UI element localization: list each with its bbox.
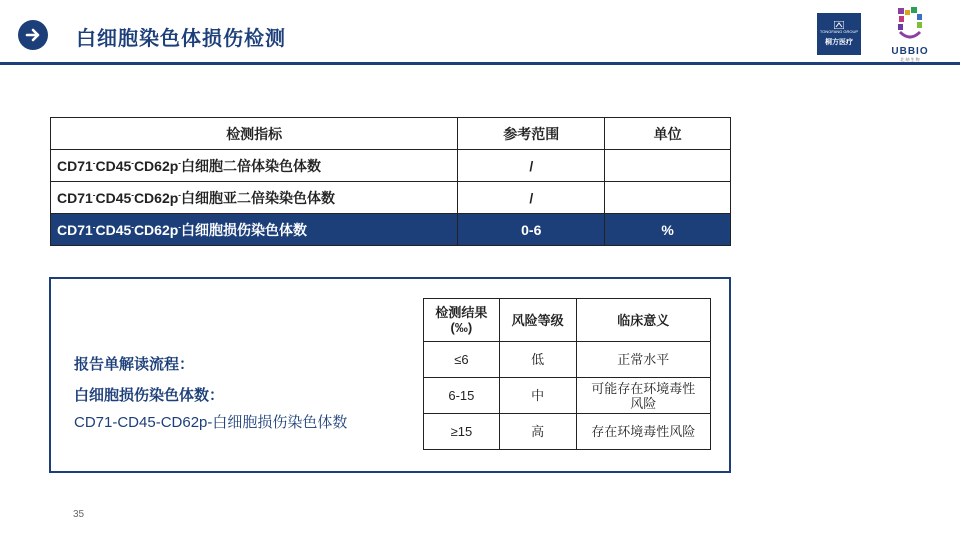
- ubbio-subtext: 北 纳 生 物: [900, 57, 920, 62]
- table-header-row: [51, 118, 731, 150]
- logo-small-text: TONGFANG GROUP: [819, 29, 859, 34]
- page-title: 白细胞染色体损伤检测: [76, 28, 286, 50]
- flow-item: CD71-CD45-CD62p-白细胞损伤染色体数: [74, 414, 348, 431]
- column-header: 单位: [605, 118, 731, 150]
- ubbio-logo: [880, 6, 940, 61]
- indicator-cell: CD71-CD45-CD62p-白细胞二倍体染色体数: [51, 150, 458, 182]
- header-divider: [0, 62, 960, 65]
- table-row: [51, 182, 731, 214]
- indicator-cell: CD71-CD45-CD62p-白细胞亚二倍染染色体数: [51, 182, 458, 214]
- indicator-cell: CD71-CD45-CD62p-白细胞损伤染色体数: [51, 214, 458, 246]
- ubbio-wordmark: UBBIO: [891, 46, 929, 57]
- table-row: [424, 342, 711, 378]
- unit-cell: %: [605, 214, 731, 246]
- risk-table: [423, 298, 711, 450]
- tongfang-mark-icon: [834, 21, 844, 29]
- meaning-cell: 可能存在环境毒性 风险: [576, 378, 710, 414]
- column-header: 参考范围: [458, 118, 605, 150]
- meaning-cell: 正常水平: [576, 342, 710, 378]
- table-row: [424, 378, 711, 414]
- level-cell: 中: [499, 378, 576, 414]
- result-cell: ≤6: [424, 342, 500, 378]
- range-cell: /: [458, 182, 605, 214]
- level-cell: 高: [499, 414, 576, 450]
- flow-subtitle: 白细胞损伤染色体数：: [74, 387, 225, 404]
- result-cell: 6-15: [424, 378, 500, 414]
- table-row-highlighted: [51, 214, 731, 246]
- tongfang-logo: [817, 13, 861, 55]
- table-header-row: [424, 299, 711, 342]
- logo-cn-text: 桐方医疗: [825, 39, 853, 46]
- column-header: 临床意义: [576, 299, 710, 342]
- unit-cell: [605, 182, 731, 214]
- unit-cell: [605, 150, 731, 182]
- column-header: 风险等级: [499, 299, 576, 342]
- column-header: 检测指标: [51, 118, 458, 150]
- meaning-cell: 存在环境毒性风险: [576, 414, 710, 450]
- range-cell: /: [458, 150, 605, 182]
- arrow-right-icon[interactable]: [18, 20, 48, 50]
- column-header: 检测结果 (‰): [424, 299, 500, 342]
- level-cell: 低: [499, 342, 576, 378]
- table-row: [424, 414, 711, 450]
- flow-title: 报告单解读流程：: [74, 356, 195, 373]
- result-cell: ≥15: [424, 414, 500, 450]
- ubbio-mark-icon: [890, 6, 930, 40]
- range-cell: 0-6: [458, 214, 605, 246]
- table-row: [51, 150, 731, 182]
- page-number: 35: [73, 509, 85, 520]
- reference-table: [50, 117, 731, 246]
